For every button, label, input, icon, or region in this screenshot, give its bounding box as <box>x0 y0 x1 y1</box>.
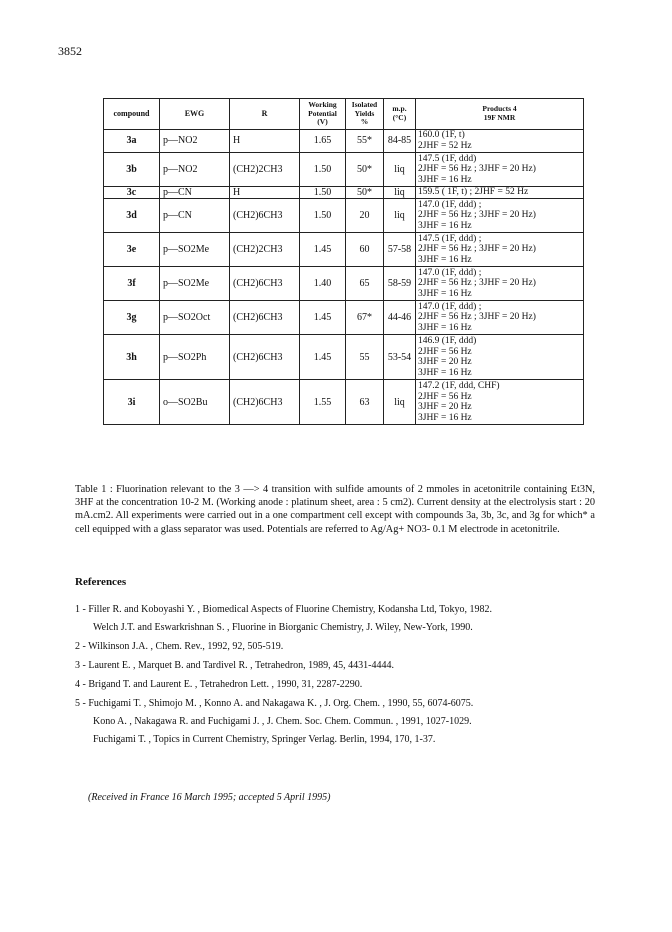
ewg-cell: p—SO2Oct <box>160 301 230 335</box>
ewg-cell: p—NO2 <box>160 130 230 153</box>
ewg-cell: p—CN <box>160 187 230 199</box>
yield-cell: 20 <box>346 199 384 233</box>
table-caption: Table 1 : Fluorination relevant to the 3 —> 4 transition with sulfide amounts of 2 mmoles in acetonitrile containing Et3N, 3HF at the concentration 10-2 M. (Working anode : platinum sheet, area : 5 cm2). Current density at the electrolysis start : 20 mA.cm2. All experiments were carried out in a one compartment cell except with compounds 3a, 3b, 3c, and 3g for which* a cell equipped with a glass separator was used. Potentials are referred to Ag/Ag+ NO3- 0.1 M electrode in acetonitrile. <box>75 484 595 535</box>
yield-cell: 60 <box>346 233 384 267</box>
table-row <box>104 233 584 267</box>
nmr-line: 2JHF = 56 Hz <box>418 346 472 357</box>
header-products: Products 4 19F NMR <box>416 99 584 130</box>
ewg-cell: p—SO2Ph <box>160 335 230 380</box>
nmr-line: 3JHF = 16 Hz <box>418 323 472 333</box>
ewg-cell: p—NO2 <box>160 153 230 187</box>
potential-cell: 1.50 <box>300 199 346 233</box>
nmr-line: 2JHF = 52 Hz <box>418 141 472 151</box>
compound-cell: 3a <box>104 130 160 153</box>
page-number: 3852 <box>58 44 82 58</box>
r-cell: (CH2)6CH3 <box>230 267 300 301</box>
received-note: (Received in France 16 March 1995; accepted 5 April 1995) <box>88 792 331 803</box>
nmr-line: 2JHF = 56 Hz <box>418 391 472 402</box>
table-row <box>104 187 584 199</box>
potential-cell: 1.50 <box>300 153 346 187</box>
ewg-cell: o—SO2Bu <box>160 380 230 425</box>
nmr-line: 2JHF = 56 Hz ; 3JHF = 20 Hz) <box>418 244 536 255</box>
r-cell: (CH2)6CH3 <box>230 380 300 425</box>
nmr-line: 3JHF = 16 Hz <box>418 174 472 185</box>
reference-item: 3 - Laurent E. , Marquet B. and Tardivel R. , Tetrahedron, 1989, 45, 4431-4444. <box>75 660 394 671</box>
nmr-cell <box>416 187 584 199</box>
potential-cell: 1.65 <box>300 130 346 153</box>
r-cell: H <box>230 130 300 153</box>
mp-cell: 53-54 <box>384 335 416 380</box>
nmr-line: 2JHF = 56 Hz ; 3JHF = 20 Hz) <box>418 312 536 323</box>
fluorination-table <box>103 98 584 425</box>
references-heading: References <box>75 576 127 588</box>
nmr-line: 146.9 (1F, ddd) <box>418 335 477 346</box>
potential-cell: 1.55 <box>300 380 346 425</box>
potential-cell: 1.40 <box>300 267 346 301</box>
header-yields: Isolated Yields % <box>346 99 384 130</box>
yield-cell: 50* <box>346 187 384 199</box>
nmr-cell <box>416 130 584 153</box>
header-mp: m.p. (°C) <box>384 99 416 130</box>
r-cell: H <box>230 187 300 199</box>
nmr-line: 3JHF = 20 Hz <box>418 357 472 368</box>
mp-cell: 44-46 <box>384 301 416 335</box>
nmr-line: 147.2 (1F, ddd, CHF) <box>418 380 500 391</box>
yield-cell: 55 <box>346 335 384 380</box>
header-potential: Working Potential (V) <box>300 99 346 130</box>
nmr-line: 3JHF = 16 Hz <box>418 221 472 231</box>
mp-cell: liq <box>384 199 416 233</box>
r-cell: (CH2)6CH3 <box>230 335 300 380</box>
nmr-line: 2JHF = 56 Hz ; 3JHF = 20 Hz) <box>418 210 536 221</box>
mp-cell: liq <box>384 380 416 425</box>
table-header-row <box>104 99 584 130</box>
reference-item: 4 - Brigand T. and Laurent E. , Tetrahedron Lett. , 1990, 31, 2287-2290. <box>75 679 363 690</box>
compound-cell: 3d <box>104 199 160 233</box>
table-row <box>104 380 584 425</box>
table-row <box>104 267 584 301</box>
nmr-cell <box>416 233 584 267</box>
ewg-cell: p—SO2Me <box>160 233 230 267</box>
nmr-cell <box>416 199 584 233</box>
mp-cell: 84-85 <box>384 130 416 153</box>
r-cell: (CH2)6CH3 <box>230 199 300 233</box>
nmr-line: 3JHF = 16 Hz <box>418 412 472 423</box>
nmr-line: 3JHF = 16 Hz <box>418 255 472 265</box>
ewg-cell: p—SO2Me <box>160 267 230 301</box>
potential-cell: 1.45 <box>300 335 346 380</box>
compound-cell: 3i <box>104 380 160 425</box>
compound-cell: 3e <box>104 233 160 267</box>
r-cell: (CH2)2CH3 <box>230 233 300 267</box>
header-r: R <box>230 99 300 130</box>
table-row <box>104 130 584 153</box>
nmr-cell <box>416 267 584 301</box>
nmr-cell <box>416 380 584 425</box>
table-row <box>104 301 584 335</box>
nmr-cell <box>416 301 584 335</box>
nmr-line: 3JHF = 16 Hz <box>418 367 472 378</box>
reference-item: Welch J.T. and Eswarkrishnan S. , Fluorine in Biorganic Chemistry, J. Wiley, New-York, 1990. <box>93 622 473 633</box>
mp-cell: liq <box>384 153 416 187</box>
reference-item: 5 - Fuchigami T. , Shimojo M. , Konno A. and Nakagawa K. , J. Org. Chem. , 1990, 55, 6074-6075. <box>75 698 474 709</box>
yield-cell: 67* <box>346 301 384 335</box>
table-row <box>104 199 584 233</box>
yield-cell: 55* <box>346 130 384 153</box>
reference-item: 1 - Filler R. and Koboyashi Y. , Biomedical Aspects of Fluorine Chemistry, Kodansha Ltd, Tokyo, 1982. <box>75 604 493 615</box>
mp-cell: 57-58 <box>384 233 416 267</box>
compound-cell: 3f <box>104 267 160 301</box>
table-row <box>104 335 584 380</box>
nmr-line: 147.0 (1F, ddd) ; <box>418 267 482 278</box>
header-compound: compound <box>104 99 160 130</box>
nmr-line: 3JHF = 20 Hz <box>418 402 472 413</box>
nmr-line: 147.0 (1F, ddd) ; <box>418 199 482 210</box>
nmr-line: 147.5 (1F, ddd) ; <box>418 233 482 244</box>
nmr-line: 3JHF = 16 Hz <box>418 289 472 299</box>
compound-cell: 3c <box>104 187 160 199</box>
r-cell: (CH2)6CH3 <box>230 301 300 335</box>
yield-cell: 65 <box>346 267 384 301</box>
potential-cell: 1.45 <box>300 233 346 267</box>
reference-item: 2 - Wilkinson J.A. , Chem. Rev., 1992, 92, 505-519. <box>75 641 284 652</box>
potential-cell: 1.45 <box>300 301 346 335</box>
compound-cell: 3h <box>104 335 160 380</box>
reference-item: Kono A. , Nakagawa R. and Fuchigami J. , J. Chem. Soc. Chem. Commun. , 1991, 1027-1029. <box>93 716 472 727</box>
nmr-line: 160.0 (1F, t) <box>418 130 465 141</box>
r-cell: (CH2)2CH3 <box>230 153 300 187</box>
nmr-line: 147.0 (1F, ddd) ; <box>418 301 482 312</box>
yield-cell: 63 <box>346 380 384 425</box>
nmr-line: 2JHF = 56 Hz ; 3JHF = 20 Hz) <box>418 164 536 175</box>
nmr-cell <box>416 153 584 187</box>
mp-cell: liq <box>384 187 416 199</box>
compound-cell: 3b <box>104 153 160 187</box>
header-ewg: EWG <box>160 99 230 130</box>
potential-cell: 1.50 <box>300 187 346 199</box>
compound-cell: 3g <box>104 301 160 335</box>
nmr-cell <box>416 335 584 380</box>
yield-cell: 50* <box>346 153 384 187</box>
table-row <box>104 153 584 187</box>
ewg-cell: p—CN <box>160 199 230 233</box>
nmr-line: 147.5 (1F, ddd) <box>418 153 477 164</box>
nmr-line: 2JHF = 56 Hz ; 3JHF = 20 Hz) <box>418 278 536 289</box>
reference-item: Fuchigami T. , Topics in Current Chemistry, Springer Verlag. Berlin, 1994, 170, 1-37. <box>93 734 436 745</box>
nmr-line: 159.5 ( 1F, t) ; 2JHF = 52 Hz <box>418 187 529 198</box>
mp-cell: 58-59 <box>384 267 416 301</box>
